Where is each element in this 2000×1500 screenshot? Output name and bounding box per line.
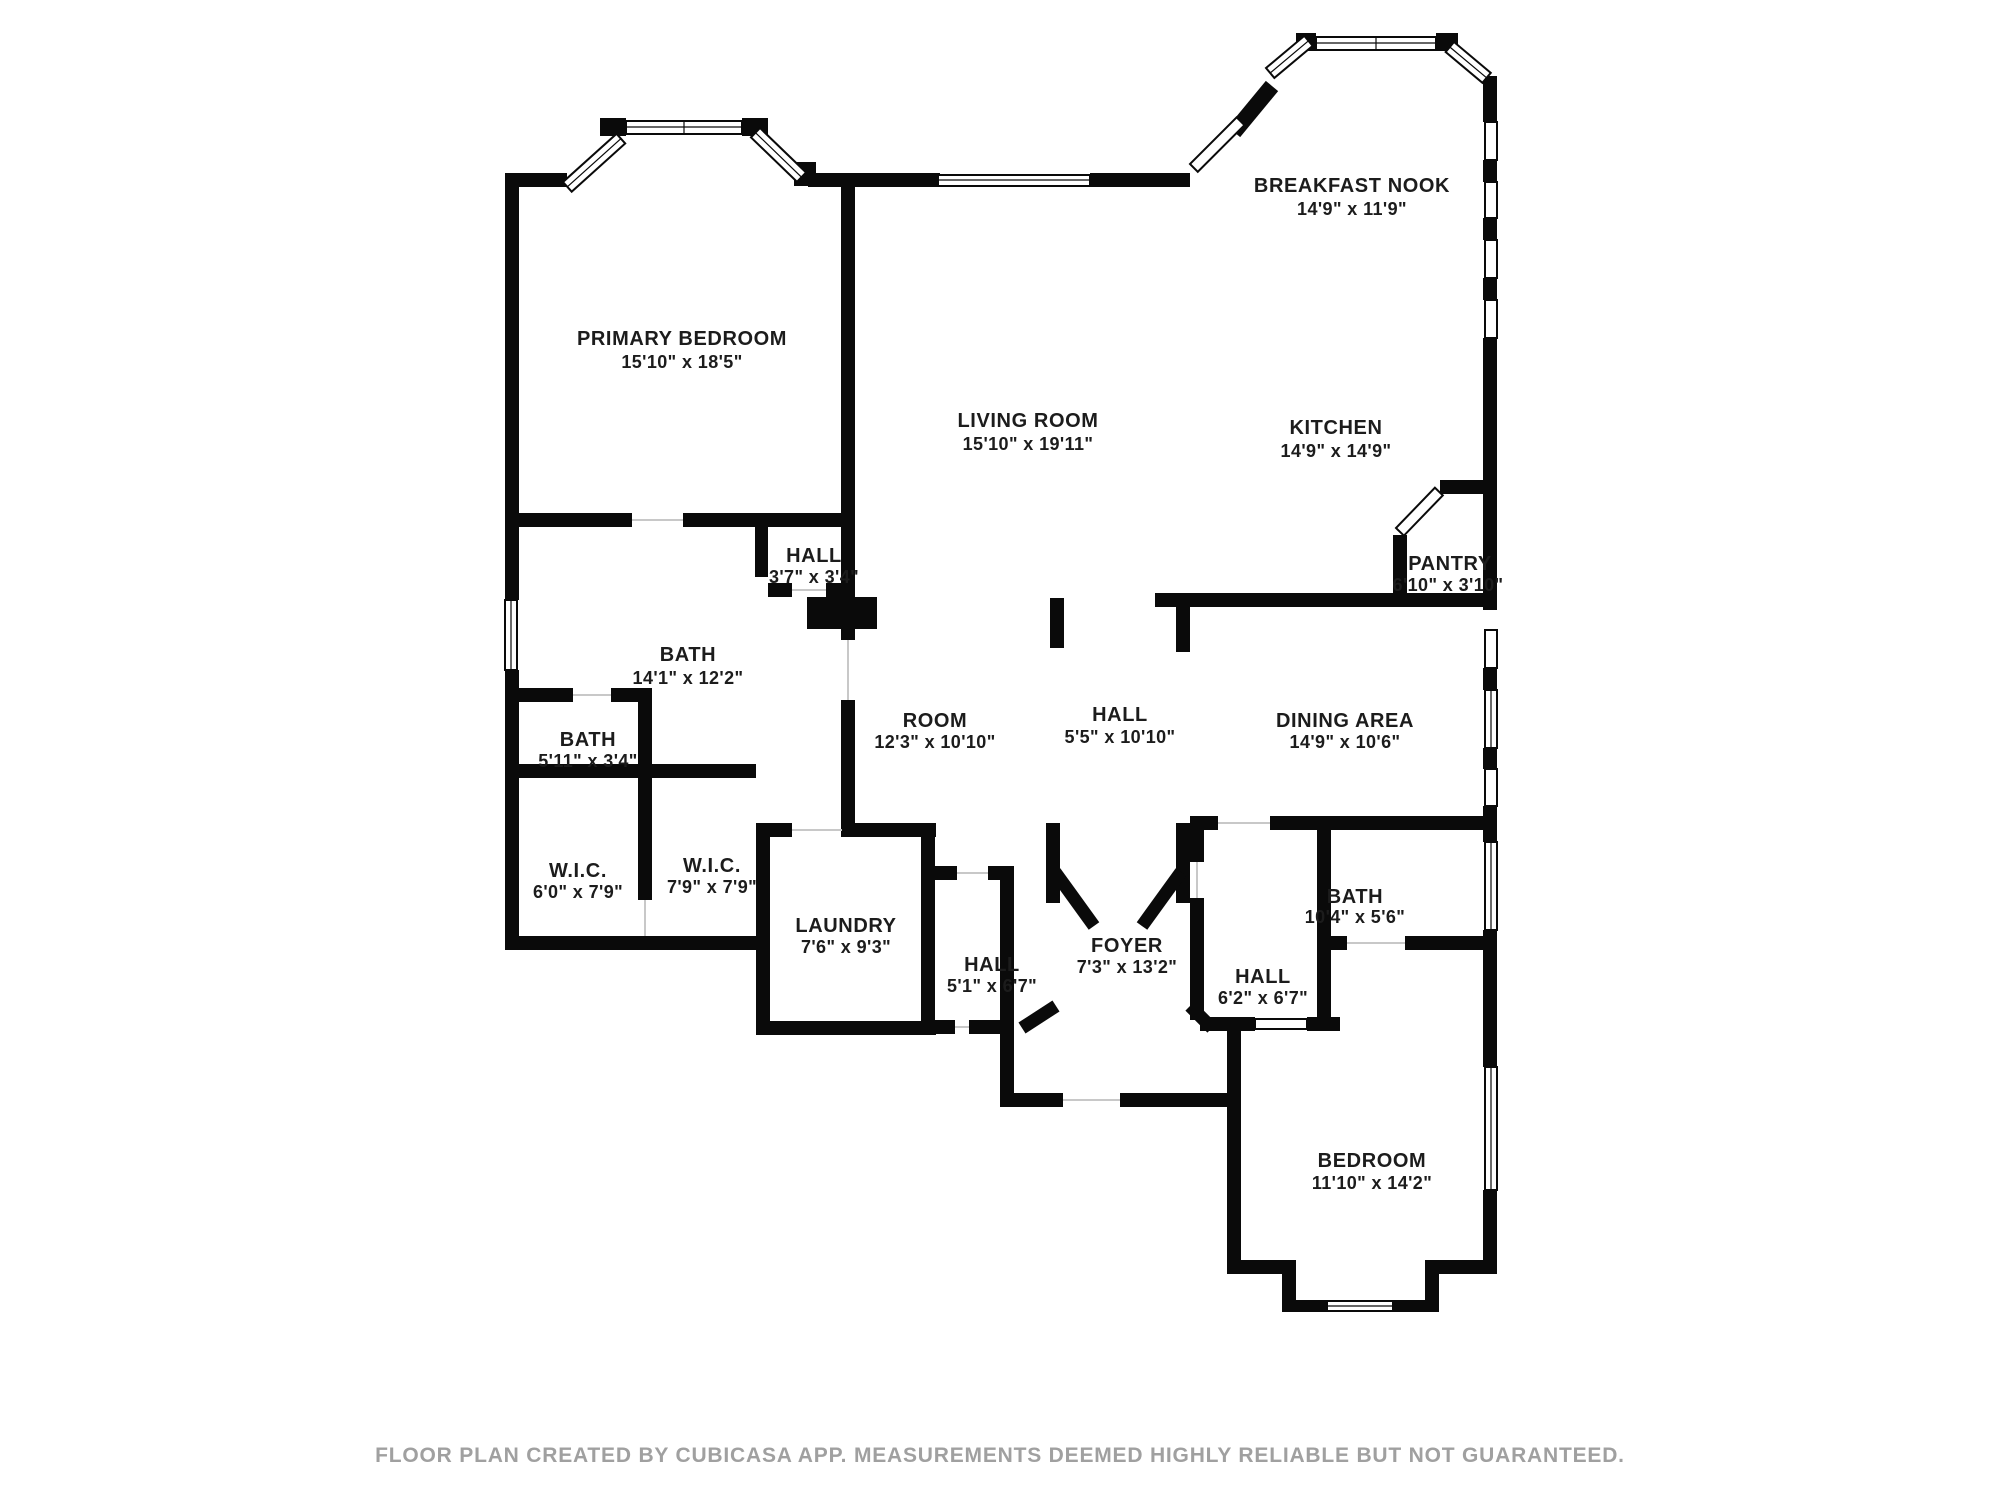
svg-text:5'11" x 3'4": 5'11" x 3'4" — [538, 751, 638, 771]
room-label-wic-right — [667, 855, 757, 897]
svg-text:FOYER: FOYER — [1091, 935, 1163, 957]
nook-window-left — [1266, 36, 1313, 78]
svg-text:HALL: HALL — [1235, 966, 1291, 988]
svg-text:5'5" x 10'10": 5'5" x 10'10" — [1064, 727, 1176, 747]
svg-text:LIVING ROOM: LIVING ROOM — [957, 410, 1099, 432]
svg-text:14'1" x 12'2": 14'1" x 12'2" — [632, 668, 744, 688]
svg-text:5'1" x 6'7": 5'1" x 6'7" — [946, 976, 1038, 996]
svg-text:HALL: HALL — [786, 545, 842, 567]
svg-text:14'9" x 14'9": 14'9" x 14'9" — [1280, 441, 1392, 461]
svg-text:HALL: HALL — [1092, 704, 1148, 726]
svg-text:LAUNDRY: LAUNDRY — [795, 915, 897, 937]
svg-text:W.I.C.: W.I.C. — [682, 855, 742, 877]
room-label-bedroom — [1312, 1150, 1432, 1193]
room-label-foyer — [1077, 935, 1178, 977]
svg-text:12'3" x 10'10": 12'3" x 10'10" — [874, 732, 996, 752]
room-label-living-room — [957, 410, 1098, 454]
room-label-room — [874, 710, 995, 752]
room-label-wic-left — [533, 860, 623, 902]
svg-text:6'10" x 3'10": 6'10" x 3'10" — [1392, 575, 1504, 595]
svg-text:PANTRY: PANTRY — [1408, 553, 1492, 575]
svg-text:HALL: HALL — [964, 954, 1020, 976]
room-label-hall-bedroom — [1218, 966, 1308, 1008]
bay-window-left — [563, 134, 625, 192]
room-label-breakfast-nook — [1254, 175, 1450, 219]
room-label-pantry — [1393, 553, 1504, 595]
svg-text:7'3" x 13'2": 7'3" x 13'2" — [1076, 957, 1178, 977]
svg-text:ROOM: ROOM — [902, 710, 968, 732]
svg-text:15'10" x 18'5": 15'10" x 18'5" — [621, 352, 743, 372]
room-label-hall-center — [1065, 704, 1176, 747]
footer-disclaimer: FLOOR PLAN CREATED BY CUBICASA APP. MEASUREMENTS DEEMED HIGHLY RELIABLE BUT NOT GUARANTEED. — [375, 1444, 1625, 1467]
room-label-bath-small — [538, 729, 638, 771]
svg-text:KITCHEN: KITCHEN — [1289, 417, 1383, 439]
room-label-bath-primary — [633, 644, 744, 688]
svg-text:10'4" x 5'6": 10'4" x 5'6" — [1304, 907, 1406, 927]
svg-text:7'6" x 9'3": 7'6" x 9'3" — [800, 937, 892, 957]
svg-text:PRIMARY BEDROOM: PRIMARY BEDROOM — [576, 328, 788, 350]
nook-window-right — [1446, 42, 1491, 83]
svg-text:14'9" x 10'6": 14'9" x 10'6" — [1289, 732, 1401, 752]
svg-text:W.I.C.: W.I.C. — [548, 860, 608, 882]
bay-window-right — [751, 128, 806, 182]
room-label-laundry — [795, 915, 896, 957]
svg-text:BATH: BATH — [659, 644, 717, 666]
svg-text:15'10" x 19'11": 15'10" x 19'11" — [962, 434, 1094, 454]
svg-text:3'7" x 3'4": 3'7" x 3'4" — [768, 567, 860, 587]
pantry-door — [1396, 488, 1443, 536]
svg-text:6'2" x 6'7": 6'2" x 6'7" — [1217, 988, 1309, 1008]
svg-text:BATH: BATH — [559, 729, 617, 751]
svg-text:DINING AREA: DINING AREA — [1275, 710, 1415, 732]
room-label-hall-laundry — [947, 954, 1037, 996]
room-label-kitchen — [1281, 417, 1392, 461]
svg-text:11'10" x 14'2": 11'10" x 14'2" — [1311, 1173, 1433, 1193]
svg-text:BATH: BATH — [1326, 886, 1384, 908]
svg-text:14'9" x 11'9": 14'9" x 11'9" — [1297, 199, 1407, 219]
nook-opening — [1190, 117, 1244, 171]
svg-text:BREAKFAST NOOK: BREAKFAST NOOK — [1253, 175, 1451, 197]
room-label-dining-area — [1276, 710, 1414, 752]
room-label-primary-bedroom — [577, 328, 787, 372]
svg-text:BEDROOM: BEDROOM — [1317, 1150, 1427, 1172]
svg-text:6'0" x 7'9": 6'0" x 7'9" — [532, 882, 624, 902]
svg-text:7'9" x 7'9": 7'9" x 7'9" — [666, 877, 758, 897]
